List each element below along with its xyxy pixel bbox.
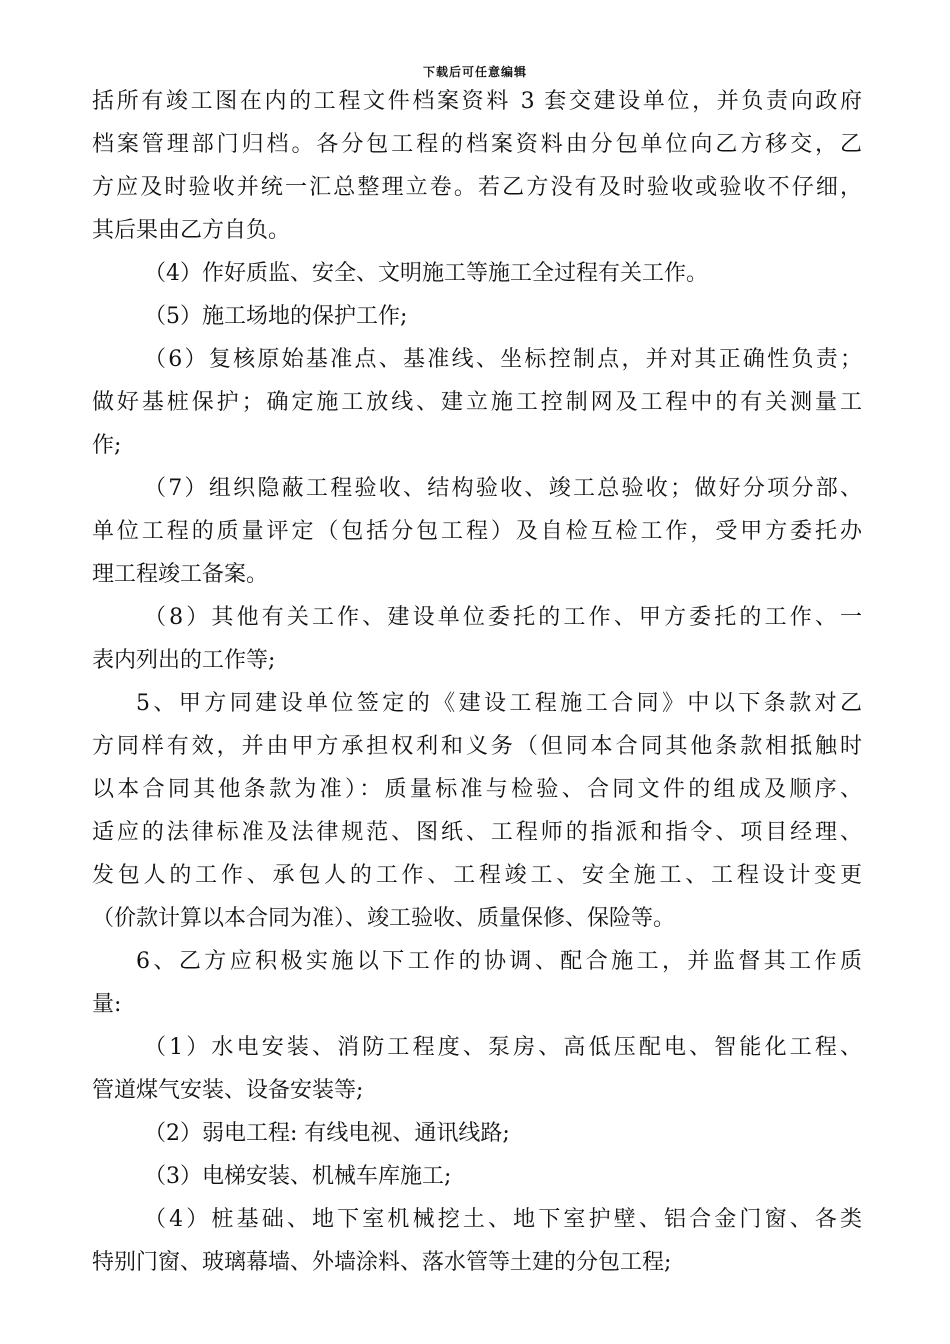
text-line: 单位工程的质量评定（包括分包工程）及自检互检工作，受甲方委托办 — [92, 519, 862, 544]
text-line: 以本合同其他条款为准）：质量标准与检验、合同文件的组成及顺序、 — [92, 777, 862, 802]
text-line: （2）弱电工程: 有线电视、通讯线路; — [144, 1121, 510, 1146]
text-line: 档案管理部门归档。各分包工程的档案资料由分包单位向乙方移交，乙 — [92, 132, 862, 157]
page-header: 下载后可任意编辑 — [422, 65, 527, 79]
text-line: 其后果由乙方自负。 — [92, 218, 291, 243]
text-line: 适应的法律标准及法律规范、图纸、工程师的指派和指令、项目经理、 — [92, 820, 862, 845]
text-line: （8）其他有关工作、建设单位委托的工作、甲方委托的工作、一 — [144, 605, 862, 630]
text-line: 理工程竣工备案。 — [92, 562, 269, 587]
text-line: （1）水电安装、消防工程度、泵房、高低压配电、智能化工程、 — [144, 1035, 862, 1060]
text-line: 6、乙方应积极实施以下工作的协调、配合施工，并监督其工作质 — [136, 949, 862, 974]
text-line: 方同样有效，并由甲方承担权利和义务（但同本合同其他条款相抵触时 — [92, 734, 862, 759]
text-line: 作; — [92, 433, 122, 458]
text-line: 表内列出的工作等; — [92, 648, 276, 673]
text-line: 特别门窗、玻璃幕墙、外墙涂料、落水管等土建的分包工程; — [92, 1250, 672, 1275]
text-line: （3）电梯安装、机械车库施工; — [144, 1164, 452, 1189]
text-line: 方应及时验收并统一汇总整理立卷。若乙方没有及时验收或验收不仔细， — [92, 175, 862, 200]
text-line: （6）复核原始基准点、基准线、坐标控制点，并对其正确性负责； — [144, 347, 862, 372]
text-line: （4）桩基础、地下室机械挖土、地下室护壁、铝合金门窗、各类 — [144, 1207, 862, 1232]
text-line: 括所有竣工图在内的工程文件档案资料 3 套交建设单位，并负责向政府 — [92, 89, 862, 114]
text-line: （5）施工场地的保护工作; — [144, 304, 408, 329]
text-line: 发包人的工作、承包人的工作、工程竣工、安全施工、工程设计变更 — [92, 863, 862, 888]
text-line: （4）作好质监、安全、文明施工等施工全过程有关工作。 — [144, 261, 708, 286]
text-line: 管道煤气安装、设备安装等; — [92, 1078, 364, 1103]
document-body — [92, 80, 862, 1284]
text-line: 5、甲方同建设单位签定的《建设工程施工合同》中以下条款对乙 — [136, 691, 862, 716]
text-line: 量: — [92, 992, 122, 1017]
text-line: （7）组织隐蔽工程验收、结构验收、竣工总验收；做好分项分部、 — [144, 476, 862, 501]
text-line: （价款计算以本合同为准）、竣工验收、质量保修、保险等。 — [92, 906, 676, 931]
text-line: 做好基桩保护；确定施工放线、建立施工控制网及工程中的有关测量工 — [92, 390, 862, 415]
